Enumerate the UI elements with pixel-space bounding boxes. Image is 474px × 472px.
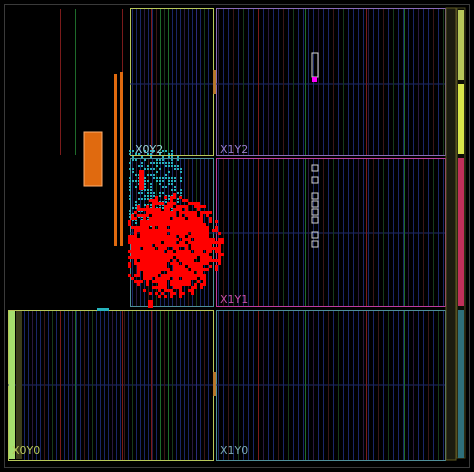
site-blocks	[312, 165, 318, 247]
clock-region-x1y2[interactable]	[217, 9, 446, 156]
selected-site-marker[interactable]	[312, 53, 318, 82]
region-label-x0y2: X0Y2	[135, 143, 164, 156]
region-label-x0y0: X0Y0	[12, 444, 41, 457]
region-label-x1y1: X1Y1	[220, 293, 249, 306]
region-label-x1y0: X1Y0	[220, 444, 249, 457]
fabric-columns	[25, 9, 444, 460]
right-io-column	[446, 8, 465, 460]
region-label-x1y2: X1Y2	[220, 143, 249, 156]
